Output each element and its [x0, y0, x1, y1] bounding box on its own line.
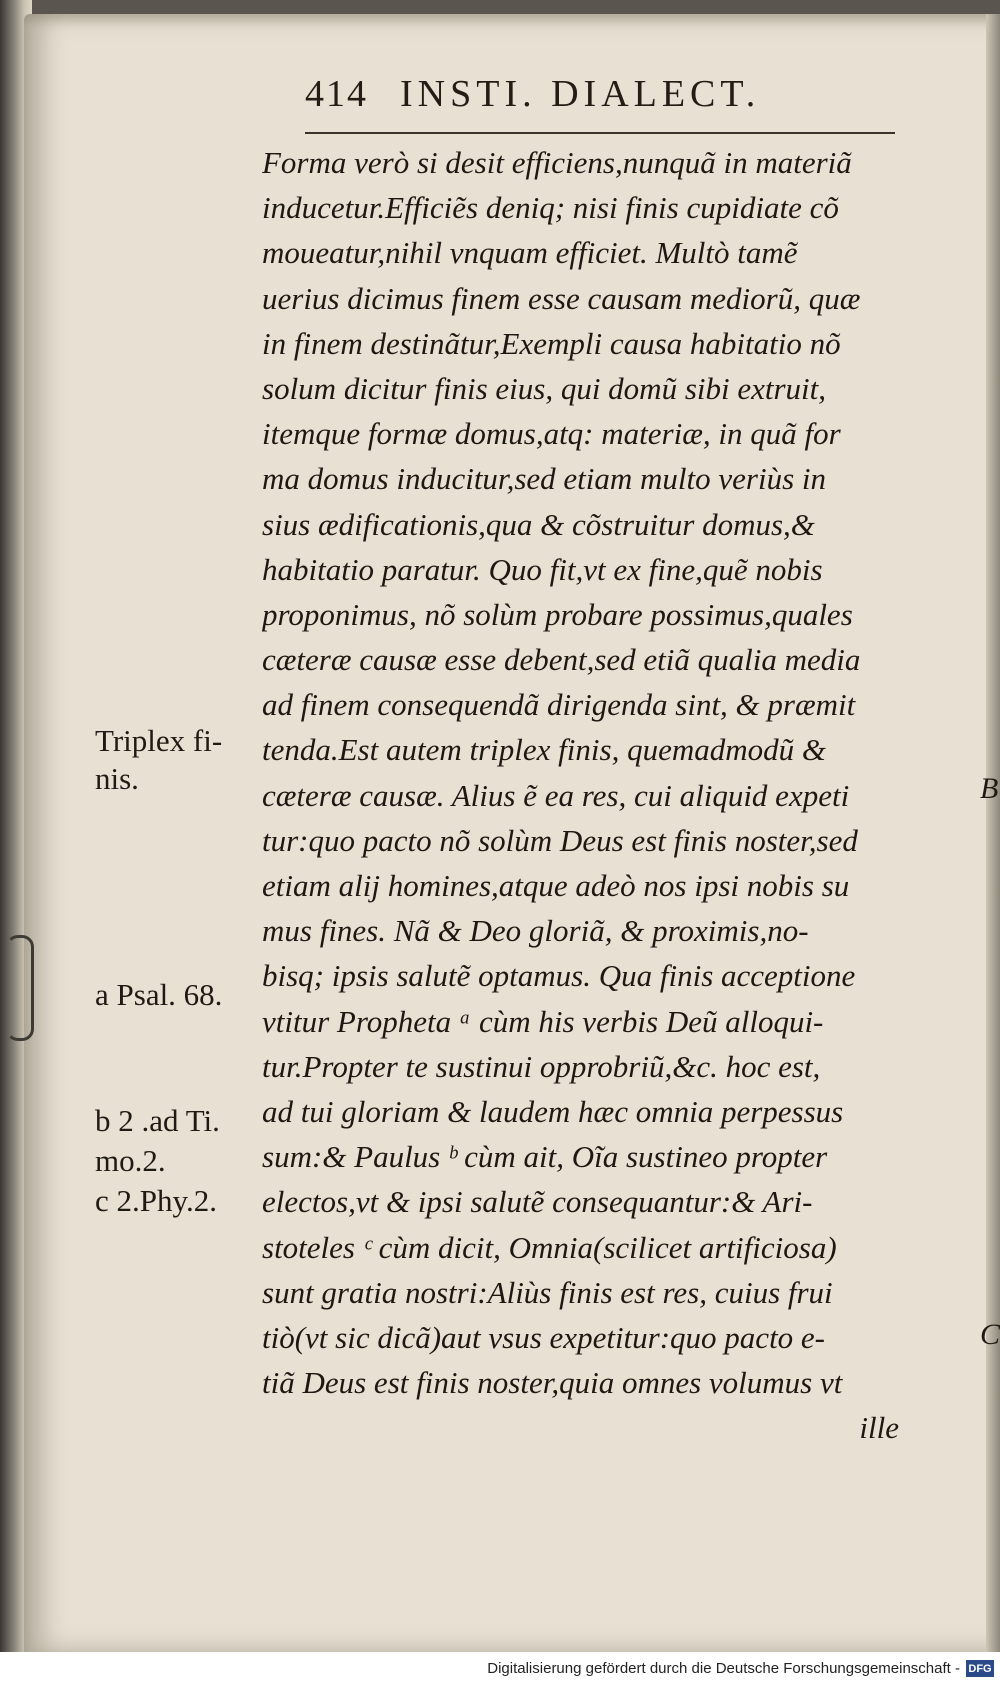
margin-note-psalm: a Psal. 68. — [95, 977, 223, 1012]
body-line: tur:quo pacto nõ solùm Deus est finis noster,sed — [262, 822, 858, 858]
body-line: inducetur.Efficiẽs deniq; nisi finis cupidiate cõ — [262, 190, 839, 226]
body-line: ad finem consequendã dirigenda sint, & præmit — [262, 687, 856, 723]
body-line: Forma verò si desit efficiens,nunquã in materiã — [262, 145, 852, 180]
body-line: cæteræ causæ esse debent,sed etiã qualia media — [262, 642, 861, 678]
binding-clasp — [6, 935, 34, 1041]
body-line: in finem destinãtur,Exempli causa habitatio nõ — [262, 325, 841, 361]
margin-note-timothy-cont: mo.2. — [95, 1143, 166, 1178]
dfg-logo: DFG — [966, 1660, 994, 1677]
page-edge — [986, 14, 1000, 1652]
body-line: sius ædificationis,qua & cõstruitur domus,& — [262, 506, 815, 542]
body-line: tenda.Est autem triplex finis, quemadmodũ & — [262, 732, 826, 768]
footer-credit: Digitalisierung gefördert durch die Deutsche Forschungsgemeinschaft - — [487, 1660, 960, 1677]
body-line: mus fines. Nã & Deo gloriã, & proximis,no- — [262, 913, 809, 949]
body-line: etiam alij homines,atque adeò nos ipsi nobis su — [262, 868, 850, 903]
body-line: vtitur Propheta ᵃ cùm his verbis Deũ alloqui- — [262, 1003, 824, 1039]
section-letter-b: B — [980, 772, 999, 805]
running-title: INSTI. DIALECT. — [400, 73, 761, 115]
body-line: moueatur,nihil vnquam efficiet. Multò tamẽ — [262, 235, 798, 271]
body-line: ad tui gloriam & laudem hæc omnia perpessus — [262, 1093, 844, 1129]
body-line: sunt gratia nostri:Aliùs finis est res, cuius frui — [262, 1274, 833, 1310]
body-line: tur.Propter te sustinui opprobriũ,&c. hoc est, — [262, 1048, 821, 1084]
body-line: tiò(vt sic dicã)aut vsus expetitur:quo pacto e- — [262, 1319, 826, 1355]
body-line: habitatio paratur. Quo fit,vt ex fine,quẽ nobis — [262, 551, 823, 587]
catchword: ille — [859, 1410, 899, 1446]
body-line: sum:& Paulus ᵇ cùm ait, Oĩa sustineo propter — [262, 1139, 828, 1175]
body-text — [262, 140, 977, 1450]
page-number: 414 — [305, 73, 368, 115]
section-letter-c: C — [980, 1318, 1000, 1351]
body-line: solum dicitur finis eius, qui domũ sibi extruit, — [262, 370, 827, 406]
body-line: ma domus inducitur,sed etiam multo veriùs in — [262, 461, 826, 497]
body-line: electos,vt & ipsi salutẽ consequantur:& Ari- — [262, 1184, 813, 1220]
margin-note-triplex-cont: nis. — [95, 761, 139, 796]
body-line: stoteles ᶜ cùm dicit, Omnia(scilicet artificiosa) — [262, 1229, 837, 1265]
body-line: tiã Deus est finis noster,quia omnes volumus vt — [262, 1365, 843, 1401]
margin-note-timothy: b 2 .ad Ti. — [95, 1103, 220, 1138]
page-header — [305, 72, 895, 134]
margin-note-triplex: Triplex fi- — [95, 723, 223, 758]
body-line: bisq; ipsis salutẽ optamus. Qua finis acceptione — [262, 958, 856, 994]
body-line: uerius dicimus finem esse causam mediorũ, quæ — [262, 280, 861, 316]
body-line: proponimus, nõ solùm probare possimus,quales — [262, 596, 853, 632]
body-line: itemque formæ domus,atq: materiæ, in quã for — [262, 416, 841, 452]
body-line: cæteræ causæ. Alius ẽ ea res, cui aliquid expeti — [262, 777, 850, 813]
margin-note-physics: c 2.Phy.2. — [95, 1183, 217, 1218]
